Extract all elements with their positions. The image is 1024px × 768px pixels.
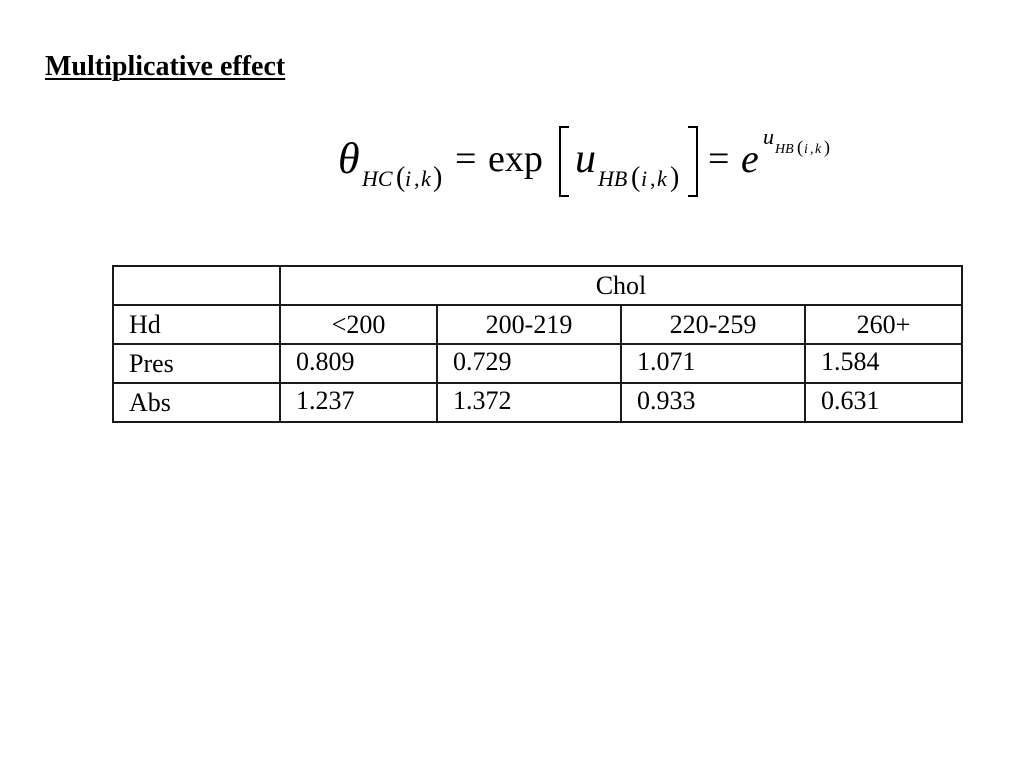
column-header: 200-219 bbox=[437, 305, 621, 344]
formula-lhs-subscript: HC bbox=[362, 166, 393, 191]
formula-arg-index-i: i bbox=[641, 166, 648, 191]
cell-value: 0.631 bbox=[821, 386, 880, 415]
formula-exp-open-paren: ( bbox=[797, 137, 803, 157]
formula-exp-index-k: k bbox=[815, 142, 822, 157]
chol-hd-table bbox=[112, 265, 963, 423]
table-cell bbox=[621, 344, 805, 383]
formula-lhs-index-i: i bbox=[405, 166, 412, 191]
hd-header: Hd bbox=[113, 305, 280, 344]
formula-exp-u: u bbox=[763, 124, 774, 149]
table-cell bbox=[437, 383, 621, 422]
formula-equals-2: = bbox=[708, 138, 730, 180]
cell-value: 1.071 bbox=[637, 347, 696, 376]
table-corner-cell bbox=[113, 266, 280, 305]
formula-exp: exp bbox=[488, 138, 543, 180]
table-row bbox=[113, 383, 962, 422]
formula-exp-index-i: i bbox=[804, 142, 808, 157]
formula-lhs-open-paren: ( bbox=[396, 162, 406, 193]
table-header-row bbox=[113, 266, 962, 305]
table-cell bbox=[621, 383, 805, 422]
formula-equals: = bbox=[455, 138, 477, 180]
column-header: 220-259 bbox=[621, 305, 805, 344]
formula-theta: θ bbox=[338, 134, 360, 183]
cell-value: 1.372 bbox=[453, 386, 512, 415]
table-cell bbox=[805, 344, 962, 383]
row-label: Pres bbox=[113, 344, 280, 383]
formula-right-bracket bbox=[688, 127, 697, 196]
formula-left-bracket bbox=[560, 127, 569, 196]
formula-lhs-index-k: k bbox=[421, 166, 431, 191]
formula-arg-subscript: HB bbox=[598, 166, 628, 191]
formula-arg-close-paren: ) bbox=[670, 162, 680, 193]
column-header: 260+ bbox=[805, 305, 962, 344]
cell-value: 0.729 bbox=[453, 347, 512, 376]
formula-arg-open-paren: ( bbox=[631, 162, 641, 193]
formula-exp-close-paren: ) bbox=[824, 137, 830, 157]
table-cell bbox=[280, 344, 437, 383]
cell-value: 1.584 bbox=[821, 347, 880, 376]
formula-u: u bbox=[575, 136, 596, 182]
row-label: Abs bbox=[113, 383, 280, 422]
formula-lhs-index-sep: , bbox=[414, 166, 420, 191]
cell-value: 1.237 bbox=[296, 386, 355, 415]
formula-exp-subscript: HB bbox=[775, 142, 794, 157]
chol-group-header: Chol bbox=[280, 266, 962, 305]
table-cell bbox=[437, 344, 621, 383]
formula-exp-index-sep: , bbox=[810, 142, 814, 157]
cell-value: 0.809 bbox=[296, 347, 355, 376]
slide-title: Multiplicative effect bbox=[45, 51, 286, 82]
formula-arg-index-sep: , bbox=[650, 166, 656, 191]
table-cell bbox=[805, 383, 962, 422]
formula-lhs-close-paren: ) bbox=[433, 162, 443, 193]
table-column-header-row bbox=[113, 305, 962, 344]
cell-value: 0.933 bbox=[637, 386, 696, 415]
column-header: <200 bbox=[280, 305, 437, 344]
table-cell bbox=[280, 383, 437, 422]
hazard-formula bbox=[330, 115, 850, 210]
formula-e: e bbox=[741, 136, 759, 181]
formula-arg-index-k: k bbox=[657, 166, 667, 191]
table-row bbox=[113, 344, 962, 383]
